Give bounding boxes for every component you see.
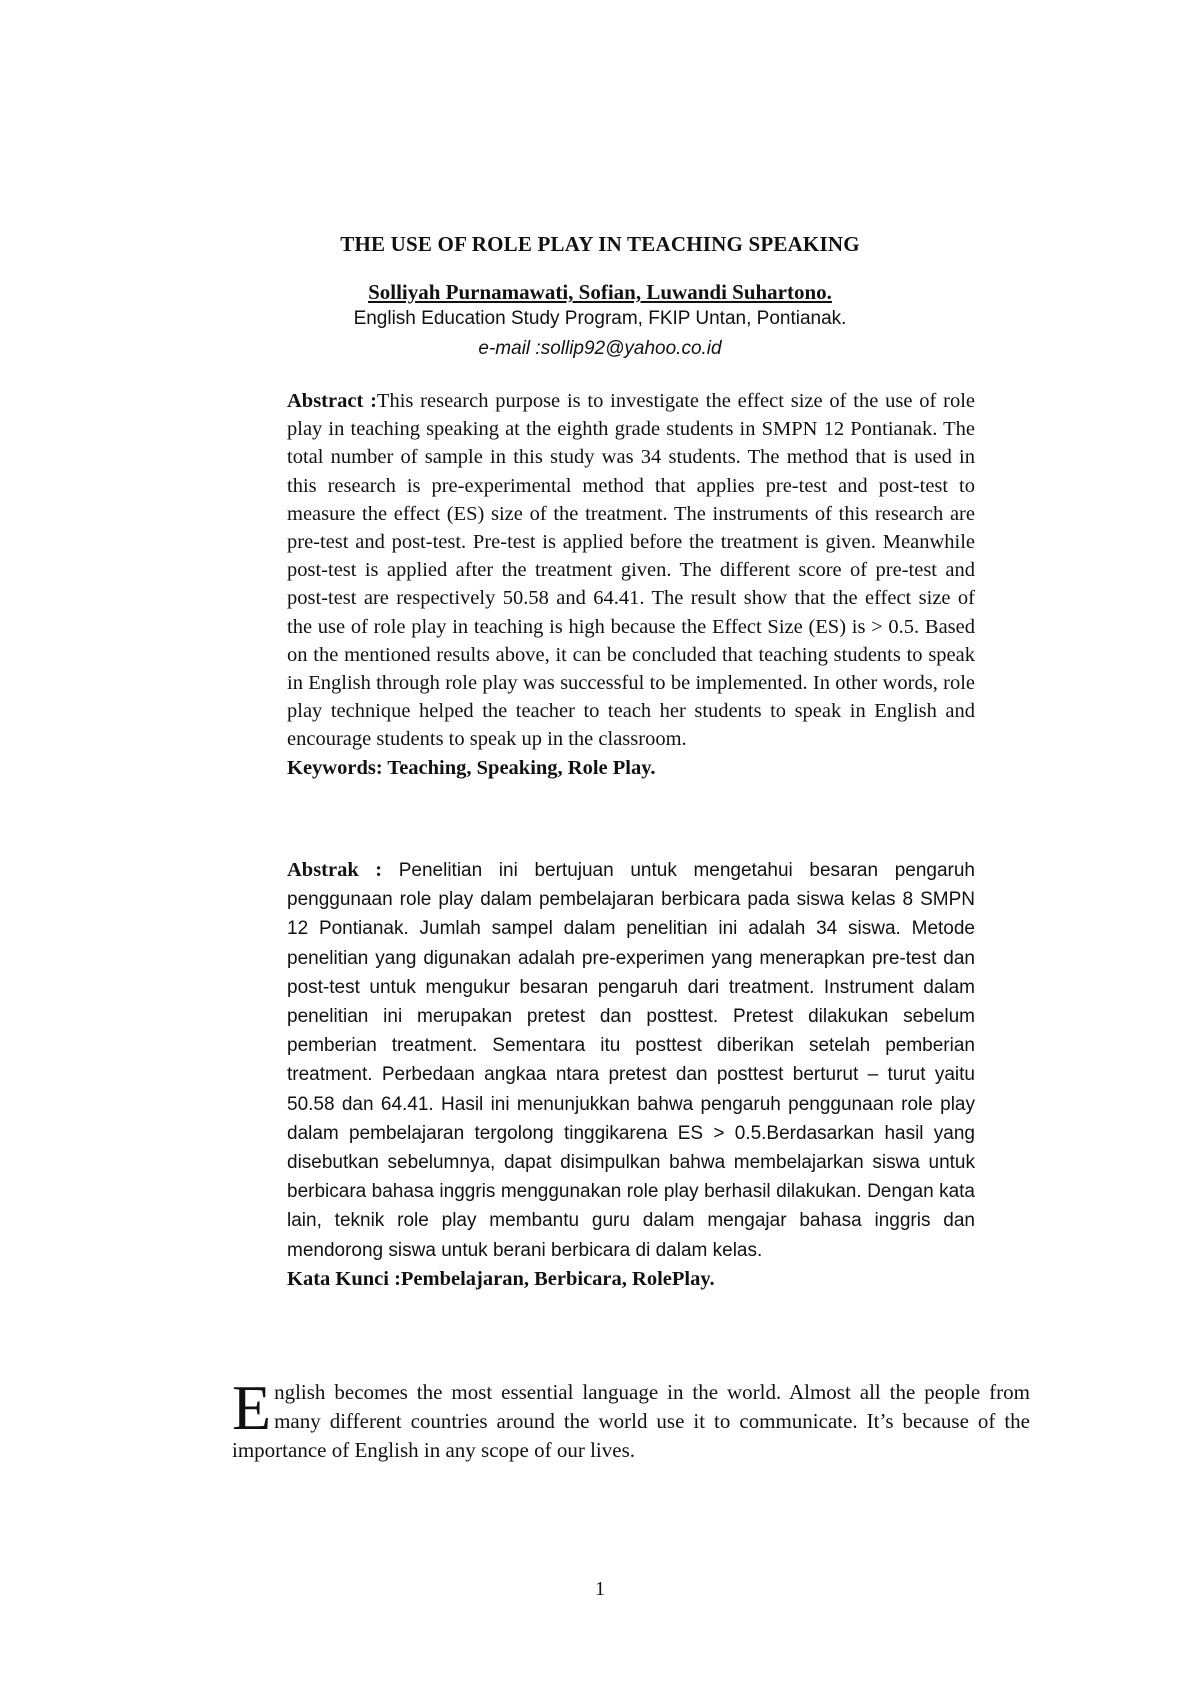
author-affiliation: English Education Study Program, FKIP Untan, Pontianak. bbox=[353, 308, 847, 329]
intro-dropcap: E bbox=[232, 1372, 272, 1443]
abstract-english-text: This research purpose is to investigate the effect size of the use of role play in teaching speaking at the eighth grade students in SMPN 12 Pontianak. The total number of sample in this study was 34 students. The method that is used in this research is pre-experimental method that applies pre-test and post-test to measure the effect (ES) size of the treatment. The instruments of this research are pre-test and post-test. Pre-test is applied before the treatment is given. Meanwhile post-test is applied after the treatment given. The different score of pre-test and post-test are respectively 50.58 and 64.41. The result show that the effect size of the use of role play in teaching is high because the Effect Size (ES) is > 0.5. Based on the mentioned results above, it can be concluded that teaching students to speak in English through role play was successful to be implemented. In other words, role play technique helped the teacher to teach her students to speak in English and encourage students to speak up in the classroom. bbox=[287, 390, 975, 751]
page-number: 1 bbox=[595, 1578, 605, 1600]
paper-title: THE USE OF ROLE PLAY IN TEACHING SPEAKING bbox=[340, 232, 860, 256]
abstract-english-label: Abstract : bbox=[287, 390, 377, 412]
abstract-english bbox=[287, 387, 975, 782]
intro-text: nglish becomes the most essential language in the world. Almost all the people from many different countries around the world use it to communicate. It’s because of the importance of English in any scope of our lives. bbox=[232, 1380, 1030, 1462]
abstract-indonesian-text: Penelitian ini bertujuan untuk mengetahui besaran pengaruh penggunaan role play dalam pembelajaran berbicara pada siswa kelas 8 SMPN 12 Pontianak. Jumlah sampel dalam penelitian ini adalah 34 siswa. Metode penelitian yang digunakan adalah pre-experimen yang menerapkan pre-test dan post-test untuk mengukur besaran pengaruh dari treatment. Instrument dalam penelitian ini merupakan pretest dan posttest. Pretest dilakukan sebelum pemberian treatment. Sementara itu posttest diberikan setelah pemberian treatment. Perbedaan angkaa ntara pretest dan posttest berturut – turut yaitu 50.58 dan 64.41. Hasil ini menunjukkan bahwa pengaruh penggunaan role play dalam pembelajaran tergolong tinggikarena ES > 0.5.Berdasarkan hasil yang disebutkan sebelumnya, dapat disimpulkan bahwa membelajarkan siswa untuk berbicara bahasa inggris menggunakan role play berhasil dilakukan. Dengan kata lain, teknik role play membantu guru dalam mengajar bahasa inggris dan mendorong siswa untuk berani berbicara di dalam kelas. bbox=[287, 860, 975, 1261]
author-email: e-mail :sollip92@yahoo.co.id bbox=[478, 338, 722, 359]
introduction-paragraph bbox=[232, 1372, 1030, 1465]
keywords-english: Keywords: Teaching, Speaking, Role Play. bbox=[287, 756, 656, 779]
abstract-indonesian bbox=[287, 856, 975, 1293]
keywords-indonesian: Kata Kunci :Pembelajaran, Berbicara, RolePlay. bbox=[287, 1267, 715, 1290]
abstract-indonesian-label: Abstrak : bbox=[287, 859, 383, 881]
author-list: Solliyah Purnamawati, Sofian, Luwandi Suhartono. bbox=[368, 280, 832, 304]
